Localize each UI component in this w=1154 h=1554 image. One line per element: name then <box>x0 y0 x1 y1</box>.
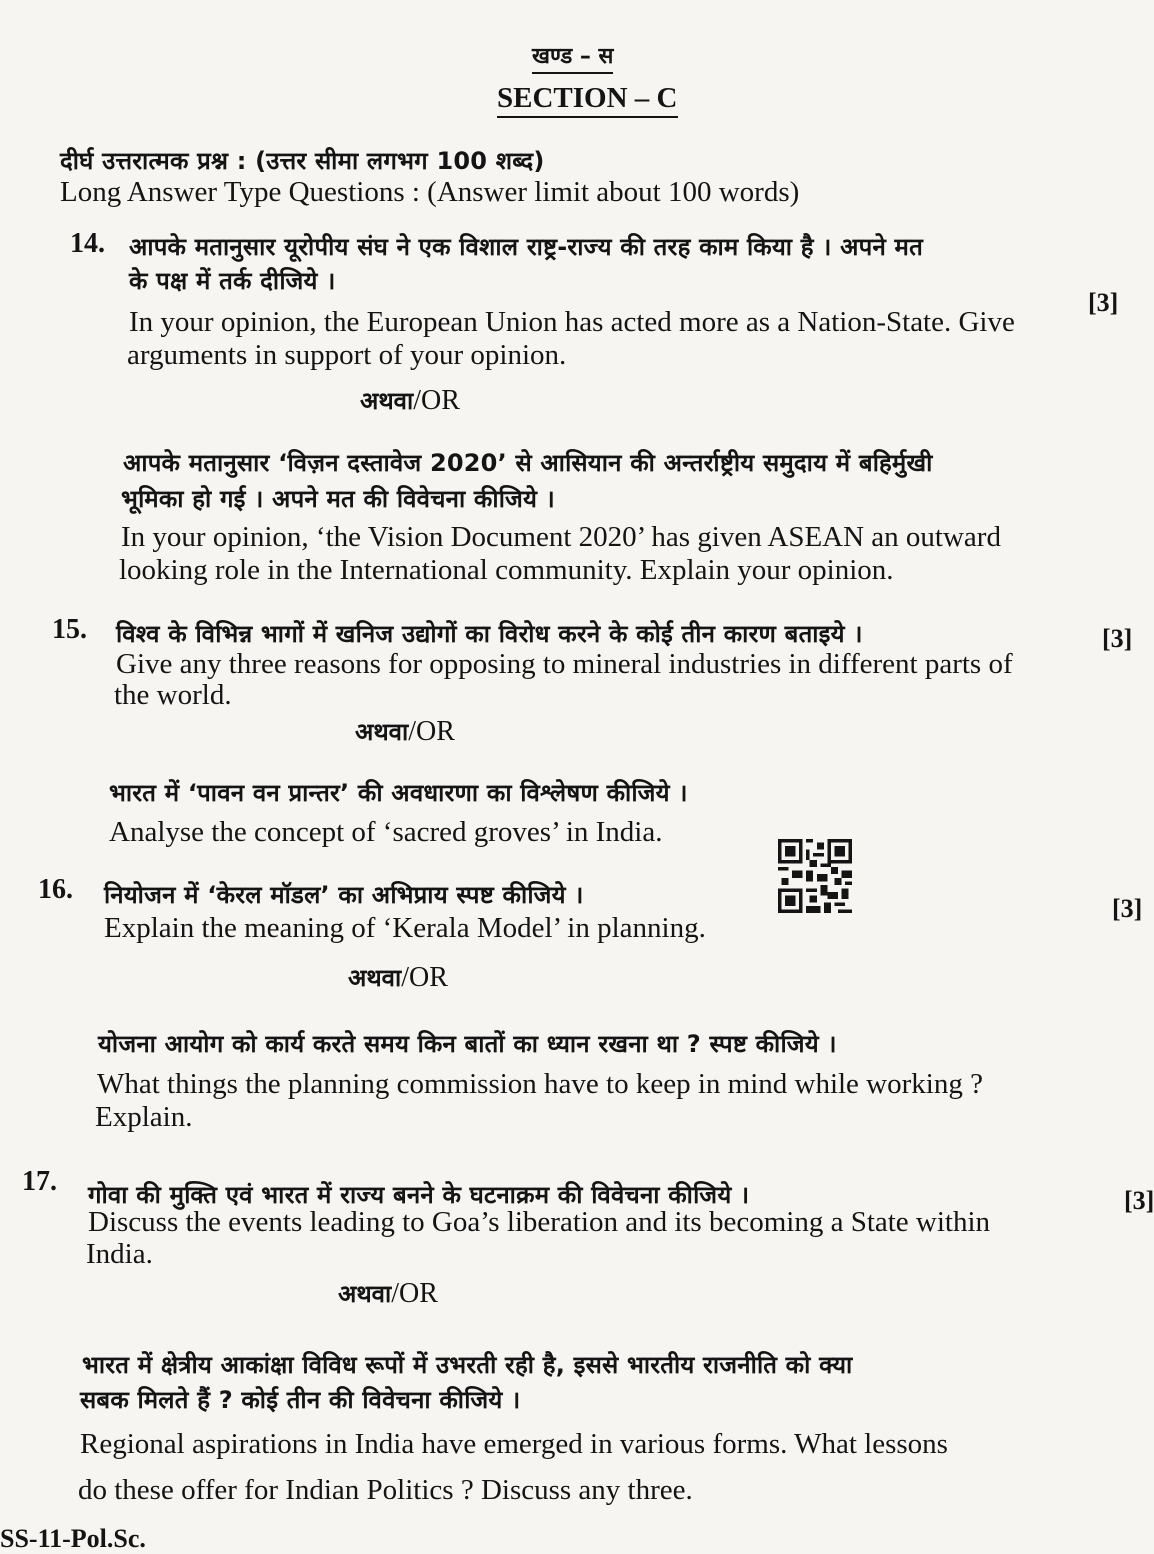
alternate-question-hindi: आपके मतानुसार ‘विज़न दस्तावेज 2020’ से आसियान की अन्तर्राष्ट्रीय समुदाय में बहिर्मुखी <box>123 449 933 477</box>
instructions-hindi: दीर्घ उत्तरात्मक प्रश्न : (उत्तर सीमा लगभग 100 शब्द) <box>60 147 545 175</box>
question-text-hindi: आपके मतानुसार यूरोपीय संघ ने एक विशाल राष्ट्र-राज्य की तरह काम किया है । अपने मत <box>129 233 923 261</box>
alternate-question-english: What things the planning commission have to keep in mind while working ? <box>97 1068 983 1100</box>
or-divider: अथवा/OR <box>338 1278 438 1309</box>
question-text-english: Discuss the events leading to Goa’s liberation and its becoming a State within <box>88 1206 991 1238</box>
question-text-hindi: के पक्ष में तर्क दीजिये । <box>129 267 336 295</box>
marks-label: [3] <box>1088 288 1119 317</box>
alternate-question-hindi: भूमिका हो गई । अपने मत की विवेचना कीजिये । <box>121 485 555 513</box>
alternate-question-english: In your opinion, ‘the Vision Document 2020’ has given ASEAN an outward <box>121 521 1001 553</box>
or-divider: अथवा/OR <box>360 385 460 416</box>
paper-code: SS-11-Pol.Sc. <box>0 1524 146 1553</box>
or-divider: अथवा/OR <box>355 716 455 747</box>
question-text-hindi: विश्व के विभिन्न भागों में खनिज उद्योगों का विरोध करने के कोई तीन कारण बताइये । <box>116 620 863 648</box>
question-number: 14. <box>70 228 105 259</box>
marks-label: [3] <box>1102 624 1133 653</box>
alternate-question-english: do these offer for Indian Politics ? Discuss any three. <box>78 1474 693 1506</box>
qr-code <box>778 838 852 914</box>
section-title-hindi: खण्ड – स <box>532 40 613 74</box>
marks-label: [3] <box>1124 1186 1154 1215</box>
section-title: SECTION – C <box>497 82 678 118</box>
question-text-hindi: नियोजन में ‘केरल मॉडल’ का अभिप्राय स्पष्ट कीजिये । <box>104 881 584 909</box>
alternate-question-hindi: भारत में ‘पावन वन प्रान्तर’ की अवधारणा का विश्लेषण कीजिये । <box>109 779 688 807</box>
question-text-hindi: गोवा की मुक्ति एवं भारत में राज्य बनने के घटनाक्रम की विवेचना कीजिये । <box>88 1181 750 1209</box>
marks-label: [3] <box>1112 894 1143 923</box>
question-text-english: Give any three reasons for opposing to mineral industries in different parts of <box>116 648 1013 680</box>
question-text-english: Explain the meaning of ‘Kerala Model’ in planning. <box>104 912 706 944</box>
alternate-question-english: Analyse the concept of ‘sacred groves’ in India. <box>109 816 663 848</box>
question-number: 17. <box>22 1166 57 1197</box>
instructions-english: Long Answer Type Questions : (Answer limit about 100 words) <box>60 176 800 208</box>
alternate-question-hindi: योजना आयोग को कार्य करते समय किन बातों का ध्यान रखना था ? स्पष्ट कीजिये । <box>98 1030 837 1058</box>
alternate-question-hindi: सबक मिलते हैं ? कोई तीन की विवेचना कीजिये । <box>80 1386 521 1414</box>
question-number: 15. <box>52 614 87 645</box>
alternate-question-english: looking role in the International community. Explain your opinion. <box>119 554 894 586</box>
alternate-question-english: Explain. <box>95 1101 193 1133</box>
question-number: 16. <box>38 874 73 905</box>
or-divider: अथवा/OR <box>348 962 448 993</box>
question-text-english: the world. <box>114 679 232 711</box>
question-text-english: In your opinion, the European Union has acted more as a Nation-State. Give <box>129 306 1015 338</box>
alternate-question-hindi: भारत में क्षेत्रीय आकांक्षा विविध रूपों में उभरती रही है, इससे भारतीय राजनीति को क्या <box>82 1351 853 1379</box>
question-text-english: arguments in support of your opinion. <box>127 339 567 371</box>
alternate-question-english: Regional aspirations in India have emerged in various forms. What lessons <box>80 1428 948 1460</box>
question-text-english: India. <box>86 1238 153 1270</box>
